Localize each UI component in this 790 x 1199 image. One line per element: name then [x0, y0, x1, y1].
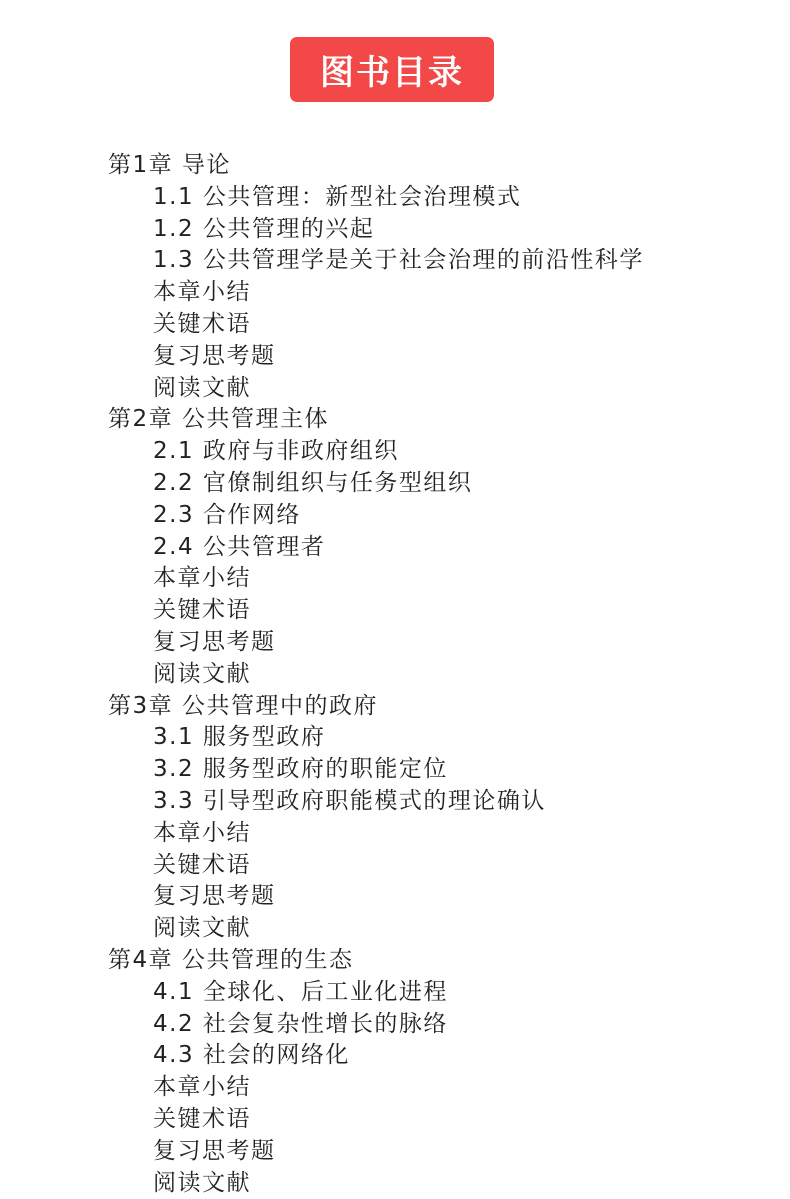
- toc-entry: 复习思考题: [108, 341, 768, 373]
- toc-entry: 复习思考题: [108, 881, 768, 913]
- toc-entry: 关键术语: [108, 309, 768, 341]
- toc-entry: 关键术语: [108, 850, 768, 882]
- toc-entry: 3.1 服务型政府: [108, 722, 768, 754]
- toc-chapter: 第3章 公共管理中的政府: [108, 691, 768, 723]
- toc-entry: 4.3 社会的网络化: [108, 1040, 768, 1072]
- toc-chapter: 第4章 公共管理的生态: [108, 945, 768, 977]
- table-of-contents: [108, 150, 768, 1199]
- toc-entry: 1.3 公共管理学是关于社会治理的前沿性科学: [108, 245, 768, 277]
- title-badge: [290, 37, 494, 102]
- toc-entry: 阅读文献: [108, 1168, 768, 1199]
- toc-entry: 复习思考题: [108, 627, 768, 659]
- toc-entry: 阅读文献: [108, 373, 768, 405]
- toc-entry: 2.2 官僚制组织与任务型组织: [108, 468, 768, 500]
- toc-entry: 阅读文献: [108, 913, 768, 945]
- toc-entry: 2.4 公共管理者: [108, 532, 768, 564]
- toc-entry: 3.3 引导型政府职能模式的理论确认: [108, 786, 768, 818]
- toc-entry: 1.1 公共管理：新型社会治理模式: [108, 182, 768, 214]
- toc-chapter: 第1章 导论: [108, 150, 768, 182]
- toc-entry: 本章小结: [108, 563, 768, 595]
- toc-entry: 本章小结: [108, 277, 768, 309]
- toc-entry: 2.1 政府与非政府组织: [108, 436, 768, 468]
- toc-entry: 关键术语: [108, 1104, 768, 1136]
- toc-chapter: 第2章 公共管理主体: [108, 404, 768, 436]
- toc-entry: 复习思考题: [108, 1136, 768, 1168]
- toc-entry: 4.2 社会复杂性增长的脉络: [108, 1009, 768, 1041]
- toc-entry: 3.2 服务型政府的职能定位: [108, 754, 768, 786]
- toc-entry: 2.3 合作网络: [108, 500, 768, 532]
- toc-entry: 4.1 全球化、后工业化进程: [108, 977, 768, 1009]
- page-title: 图书目录: [320, 45, 464, 94]
- toc-entry: 1.2 公共管理的兴起: [108, 214, 768, 246]
- toc-entry: 本章小结: [108, 818, 768, 850]
- toc-entry: 关键术语: [108, 595, 768, 627]
- toc-entry: 本章小结: [108, 1072, 768, 1104]
- toc-entry: 阅读文献: [108, 659, 768, 691]
